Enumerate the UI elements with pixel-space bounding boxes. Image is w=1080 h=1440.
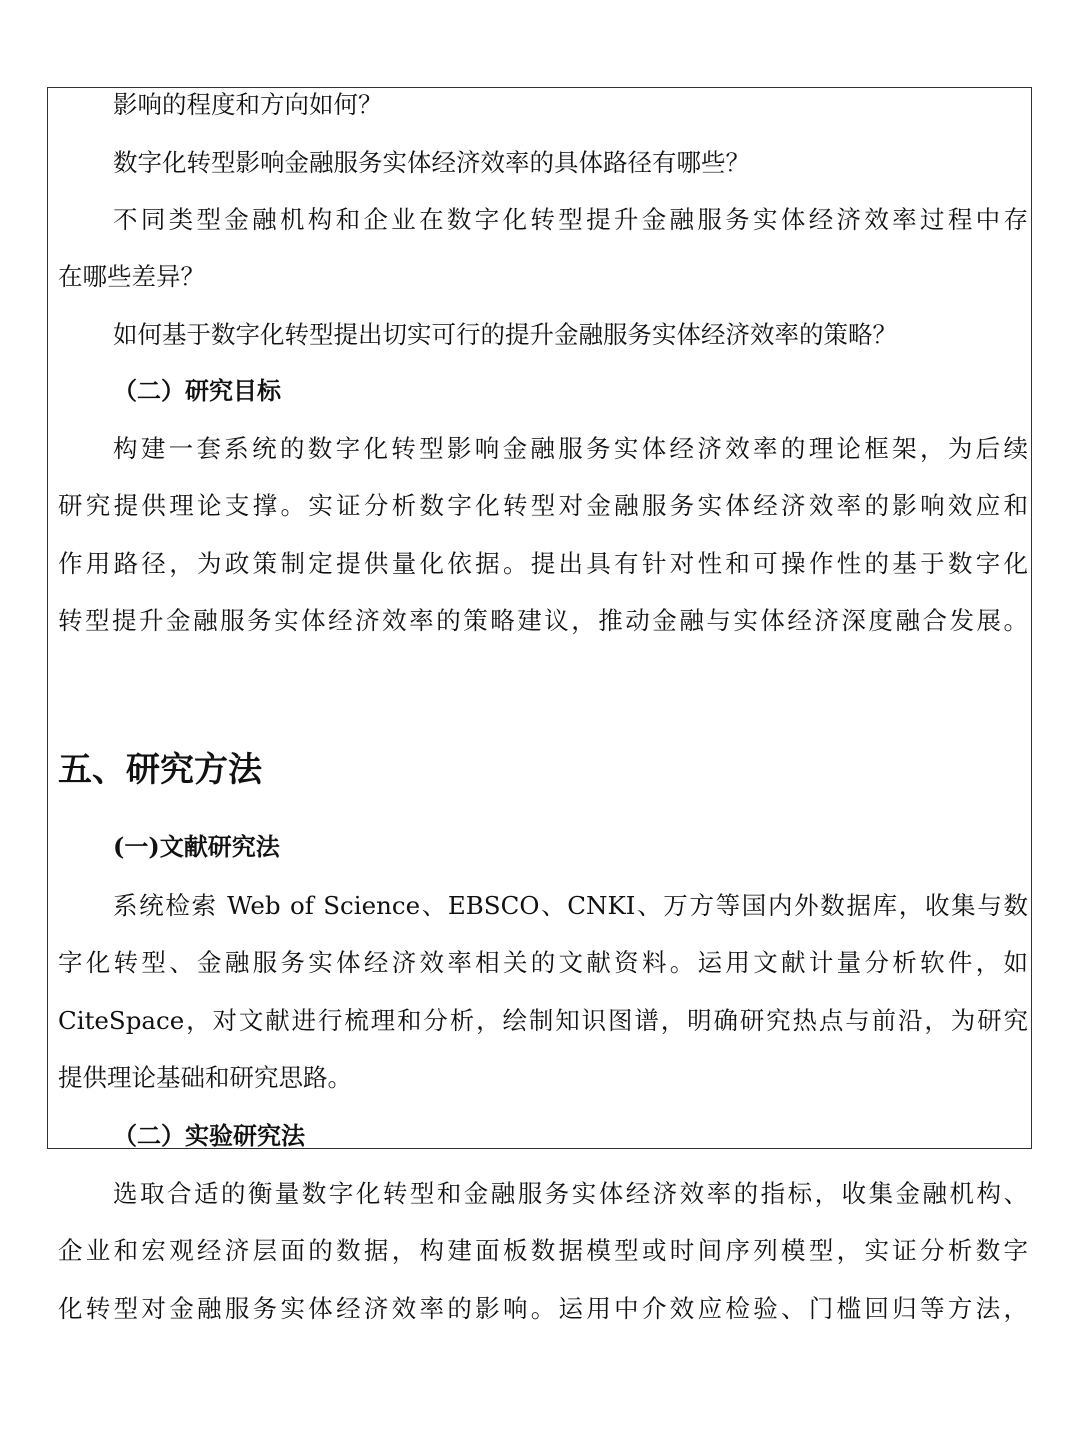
question-3-line-2: 在哪些差异？ [58, 262, 205, 291]
question-1-tail: 影响的程度和方向如何？ [113, 90, 383, 119]
objectives-line-4: 转型提升金融服务实体经济效率的策略建议，推动金融与实体经济深度融合发展。 [58, 606, 1028, 635]
literature-method-heading: (一)文献研究法 [113, 832, 280, 861]
literature-method-line-1: 系统检索 Web of Science、EBSCO、CNKI、万方等国内外数据库，收集与数 [113, 891, 1028, 920]
objectives-line-1: 构建一套系统的数字化转型影响金融服务实体经济效率的理论框架，为后续 [113, 434, 1028, 463]
question-4: 如何基于数字化转型提出切实可行的提升金融服务实体经济效率的策略？ [113, 320, 897, 349]
objectives-heading: （二）研究目标 [113, 376, 281, 405]
question-3-line-1: 不同类型金融机构和企业在数字化转型提升金融服务实体经济效率过程中存 [113, 205, 1028, 234]
question-2: 数字化转型影响金融服务实体经济效率的具体路径有哪些？ [113, 148, 750, 177]
literature-method-line-3: CiteSpace，对文献进行梳理和分析，绘制知识图谱，明确研究热点与前沿，为研究 [58, 1006, 1028, 1035]
objectives-line-2: 研究提供理论支撑。实证分析数字化转型对金融服务实体经济效率的影响效应和 [58, 491, 1028, 520]
section-heading-methods: 五、研究方法 [58, 750, 262, 790]
literature-method-line-4: 提供理论基础和研究思路。 [58, 1063, 352, 1092]
experiment-method-line-1: 选取合适的衡量数字化转型和金融服务实体经济效率的指标，收集金融机构、 [113, 1179, 1028, 1208]
objectives-line-3: 作用路径，为政策制定提供量化依据。提出具有针对性和可操作性的基于数字化 [58, 549, 1028, 578]
experiment-method-line-2: 企业和宏观经济层面的数据，构建面板数据模型或时间序列模型，实证分析数字 [58, 1236, 1028, 1265]
experiment-method-heading: （二）实验研究法 [113, 1121, 305, 1150]
experiment-method-line-3: 化转型对金融服务实体经济效率的影响。运用中介效应检验、门槛回归等方法， [58, 1294, 1028, 1323]
literature-method-line-2: 字化转型、金融服务实体经济效率相关的文献资料。运用文献计量分析软件，如 [58, 948, 1028, 977]
